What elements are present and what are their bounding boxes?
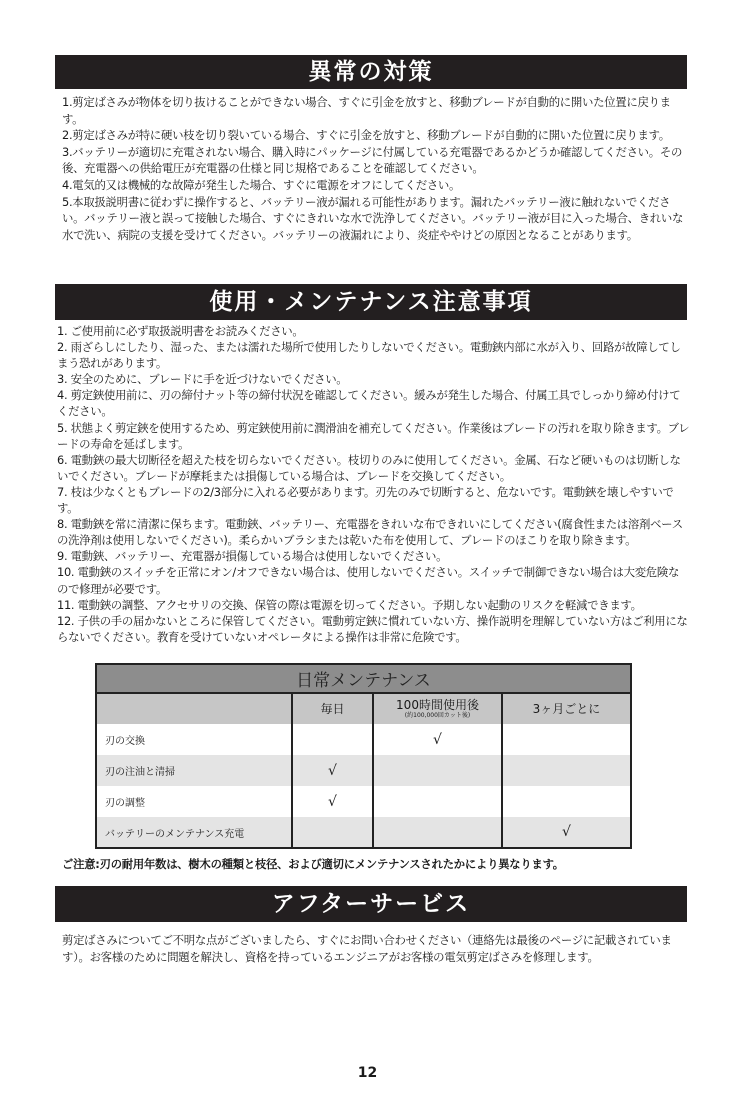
list-item: 4.電気的又は機械的な故障が発生した場合、すぐに電源をオフにしてください。: [62, 177, 461, 192]
row-label: 刃の調整: [96, 786, 292, 817]
after-service-text: 剪定ばさみについてご不明な点がございましたら、すぐにお問い合わせください（連絡先は最後のページに記載されています）。お客様のために問題を解決し、資格を持っているエンジニアがお客様の電気剪定ばさみを修理します。: [62, 933, 672, 964]
row-label: 刃の交換: [96, 724, 292, 755]
list-item: 5.本取扱説明書に従わずに操作すると、バッテリー液が漏れる可能性があります。漏れたバッテリー液に触れないでください。バッテリー液と誤って接触した場合、すぐにきれいな水で洗浄してください。バッテリー液が目に入った場合、きれいな水で洗い、病院の支援を受けてください。バッテリーの液漏れにより、炎症ややけどの原因となることがあります。: [62, 194, 684, 242]
header-100h: [373, 693, 502, 724]
usage-maintenance-list: [57, 323, 690, 645]
check-cell: √: [292, 755, 373, 786]
section-heading-troubleshooting: 異常の対策: [55, 55, 687, 89]
table-row: [96, 817, 631, 848]
header-3months: 3ヶ月ごとに: [502, 693, 631, 724]
check-cell: √: [292, 786, 373, 817]
list-item: 10. 電動鋏のスイッチを正常にオン/オフできない場合は、使用しないでください。スイッチで制御できない場合は大変危険なので修理が必要です。: [57, 565, 680, 596]
section-heading-after-service: アフターサービス: [55, 886, 687, 922]
table-title: 日常メンテナンス: [96, 664, 631, 693]
check-cell: √: [373, 724, 502, 755]
maintenance-table: [95, 663, 632, 849]
list-item: 8. 電動鋏を常に清潔に保ちます。電動鋏、バッテリー、充電器をきれいな布できれいにしてください(腐食性または溶剤ベースの洗浄剤は使用しないでください)。柔らかいブラシまたは乾いた布を使用して、ブレードのほこりを取り除きます。: [57, 517, 683, 548]
check-cell: [292, 724, 373, 755]
list-item: 4. 剪定鋏使用前に、刃の締付ナット等の締付状況を確認してください。緩みが発生した場合、付属工具でしっかり締め付けてください。: [57, 388, 681, 419]
header-100h-note: (約100,000回カット後): [404, 712, 471, 719]
check-cell: [502, 755, 631, 786]
list-item: 12. 子供の手の届かないところに保管してください。電動剪定鋏に慣れていない方、操作説明を理解していない方はご利用にならないでください。教育を受けていないオペレータによる操作は非常に危険です。: [57, 613, 688, 644]
check-cell: [373, 817, 502, 848]
header-100h-label: 100時間使用後: [396, 698, 479, 712]
header-blank: [96, 693, 292, 724]
table-row: [96, 724, 631, 755]
blade-life-note: ご注意:刃の耐用年数は、樹木の種類と枝径、および適切にメンテナンスされたかにより異なります。: [62, 858, 564, 871]
list-item: 6. 電動鋏の最大切断径を超えた枝を切らないでください。枝切りのみに使用してください。金属、石など硬いものは切断しないでください。ブレードが摩耗または損傷している場合は、ブレードを交換してください。: [57, 452, 681, 483]
list-item: 5. 状態よく剪定鋏を使用するため、剪定鋏使用前に潤滑油を補充してください。作業後はブレードの汚れを取り除きます。ブレードの寿命を延ばします。: [57, 420, 690, 451]
list-item: 2.剪定ばさみが特に硬い枝を切り裂いている場合、すぐに引金を放すと、移動ブレードが自動的に開いた位置に戻ります。: [62, 128, 670, 143]
list-item: 7. 枝は少なくともブレードの2/3部分に入れる必要があります。刃先のみで切断すると、危ないです。電動鋏を壊しやすいです。: [57, 484, 674, 516]
check-cell: [373, 755, 502, 786]
check-cell: [502, 724, 631, 755]
table-header-row: [96, 693, 631, 724]
section-heading-usage-maintenance: 使用・メンテナンス注意事項: [55, 284, 687, 320]
list-item: 3. 安全のために、ブレードに手を近づけないでください。: [57, 372, 348, 387]
header-daily: 毎日: [292, 693, 373, 724]
list-item: 1. ご使用前に必ず取扱説明書をお読みください。: [57, 324, 304, 338]
row-label: バッテリーのメンテナンス充電: [96, 817, 292, 848]
list-item: 2. 雨ざらしにしたり、湿った、または濡れた場所で使用したりしないでください。電動鋏内部に水が入り、回路が故障してしまう恐れがあります。: [57, 340, 681, 371]
row-label: 刃の注油と清掃: [96, 755, 292, 786]
list-item: 11. 電動鋏の調整、アクセサリの交換、保管の際は電源を切ってください。予期しない起動のリスクを軽減できます。: [57, 597, 642, 612]
list-item: 1.剪定ばさみが物体を切り抜けることができない場合、すぐに引金を放すと、移動ブレードが自動的に開いた位置に戻ります。: [62, 95, 671, 126]
list-item: 3.バッテリーが適切に充電されない場合、購入時にパッケージに付属している充電器であるかどうか確認してください。その後、充電器への供給電圧が充電器の仕様と同じ規格であることを確認してください。: [62, 144, 683, 176]
check-cell: [292, 817, 373, 848]
troubleshooting-list: [62, 94, 690, 243]
table-row: [96, 786, 631, 817]
check-cell: √: [502, 817, 631, 848]
table-row: [96, 755, 631, 786]
page-number: 12: [357, 1065, 378, 1081]
check-cell: [373, 786, 502, 817]
check-cell: [502, 786, 631, 817]
list-item: 9. 電動鋏、バッテリー、充電器が損傷している場合は使用しないでください。: [57, 549, 448, 564]
